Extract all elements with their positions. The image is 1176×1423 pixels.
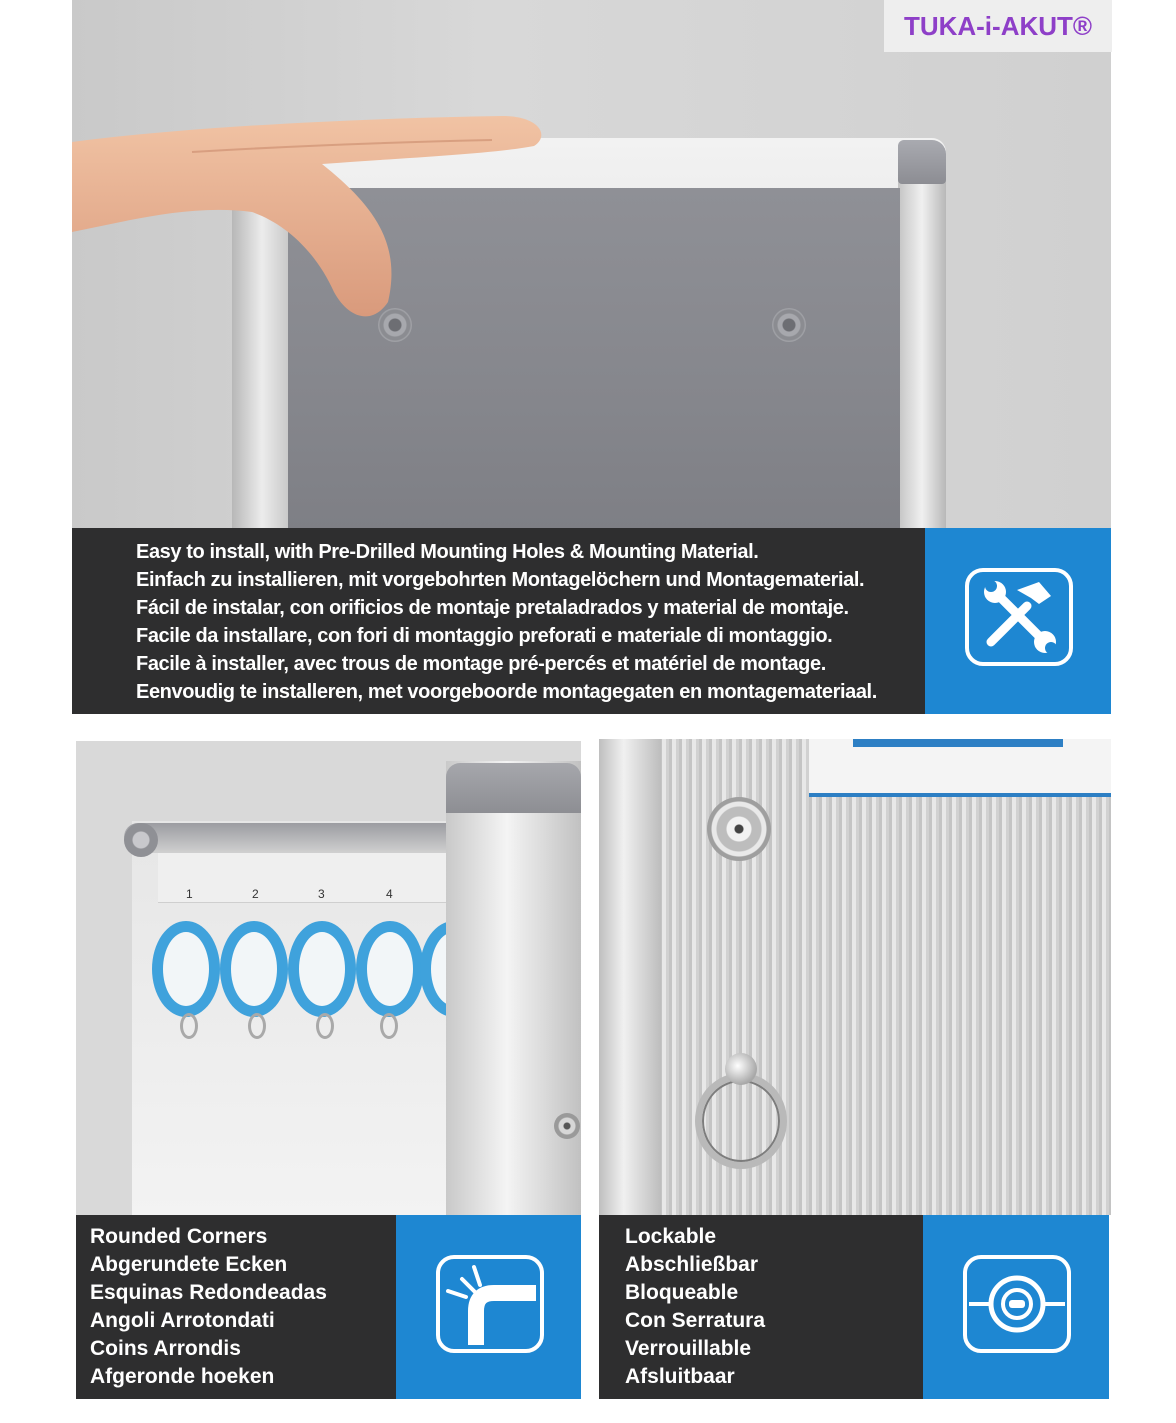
install-panel	[72, 0, 1111, 714]
install-line-de: Einfach zu installieren, mit vorgebohrten Montagelöchern und Montagematerial.	[136, 569, 865, 591]
install-photo	[72, 0, 1111, 528]
lockable-caption	[599, 1215, 923, 1399]
door-corner-cap	[446, 763, 581, 813]
key-ring	[180, 1013, 198, 1039]
corners-line-es: Esquinas Redondeadas	[90, 1281, 327, 1304]
corners-line-fr: Coins Arrondis	[90, 1337, 241, 1360]
corners-line-de: Abgerundete Ecken	[90, 1253, 288, 1276]
lockable-line-nl: Afsluitbaar	[625, 1365, 735, 1388]
cabinet-door-edge	[599, 739, 661, 1215]
door-lock	[554, 1113, 580, 1139]
corners-line-nl: Afgeronde hoeken	[90, 1365, 275, 1388]
install-line-it: Facile da installare, con fori di montaggio preforati e materiale di montaggio.	[136, 625, 833, 647]
cylinder-lock	[707, 797, 771, 861]
lockable-line-fr: Verrouillable	[625, 1337, 752, 1360]
cabinet-corner-cap	[898, 140, 946, 184]
cabinet-top-rail	[124, 823, 464, 853]
lockable-panel	[599, 739, 1111, 1399]
rounded-corner-icon	[436, 1255, 544, 1353]
lockable-line-en: Lockable	[625, 1225, 717, 1248]
key-number-1: 1	[186, 887, 193, 901]
key-ring	[248, 1013, 266, 1039]
lockable-line-it: Con Serratura	[625, 1309, 766, 1332]
key-tag	[288, 921, 356, 1017]
install-line-en: Easy to install, with Pre-Drilled Mounting Holes & Mounting Material.	[136, 541, 759, 563]
corners-caption	[76, 1215, 396, 1399]
brand-logo: TUKA-i-AKUT®	[884, 0, 1112, 52]
tools-icon	[965, 568, 1073, 666]
cabinet-side-right	[898, 170, 946, 528]
corners-line-it: Angoli Arrotondati	[90, 1309, 275, 1332]
key-number-2: 2	[252, 887, 259, 901]
cabinet-door-edge	[446, 761, 581, 1215]
hand-image	[72, 112, 547, 322]
lockable-icon-box	[923, 1215, 1109, 1399]
corners-icon-box	[396, 1215, 581, 1399]
corners-panel	[76, 741, 581, 1399]
lockable-line-es: Bloqueable	[625, 1281, 739, 1304]
mounting-hole-right	[772, 308, 806, 342]
lock-cylinder-icon	[963, 1255, 1071, 1353]
pull-ring	[695, 1073, 787, 1169]
pull-knob	[725, 1053, 757, 1085]
door-label-lettering	[853, 739, 1063, 747]
key-ring	[316, 1013, 334, 1039]
install-line-es: Fácil de instalar, con orificios de montaje pretaladrados y material de montaje.	[136, 597, 849, 619]
corners-photo	[76, 741, 581, 1215]
key-number-3: 3	[318, 887, 325, 901]
install-line-fr: Facile à installer, avec trous de montage pré-percés et matériel de montage.	[136, 653, 826, 675]
key-tag	[220, 921, 288, 1017]
lockable-photo	[599, 739, 1111, 1215]
install-line-nl: Eenvoudig te installeren, met voorgeboorde montagegaten en montagemateriaal.	[136, 681, 877, 703]
install-caption	[72, 528, 925, 714]
key-number-strip	[158, 853, 468, 903]
key-tag	[152, 921, 220, 1017]
install-icon-box	[925, 528, 1111, 714]
corners-line-en: Rounded Corners	[90, 1225, 268, 1248]
key-ring	[380, 1013, 398, 1039]
key-number-4: 4	[386, 887, 393, 901]
lockable-line-de: Abschließbar	[625, 1253, 759, 1276]
key-tag	[356, 921, 424, 1017]
door-label-plate	[809, 739, 1111, 797]
rounded-corner-cap	[124, 823, 158, 857]
